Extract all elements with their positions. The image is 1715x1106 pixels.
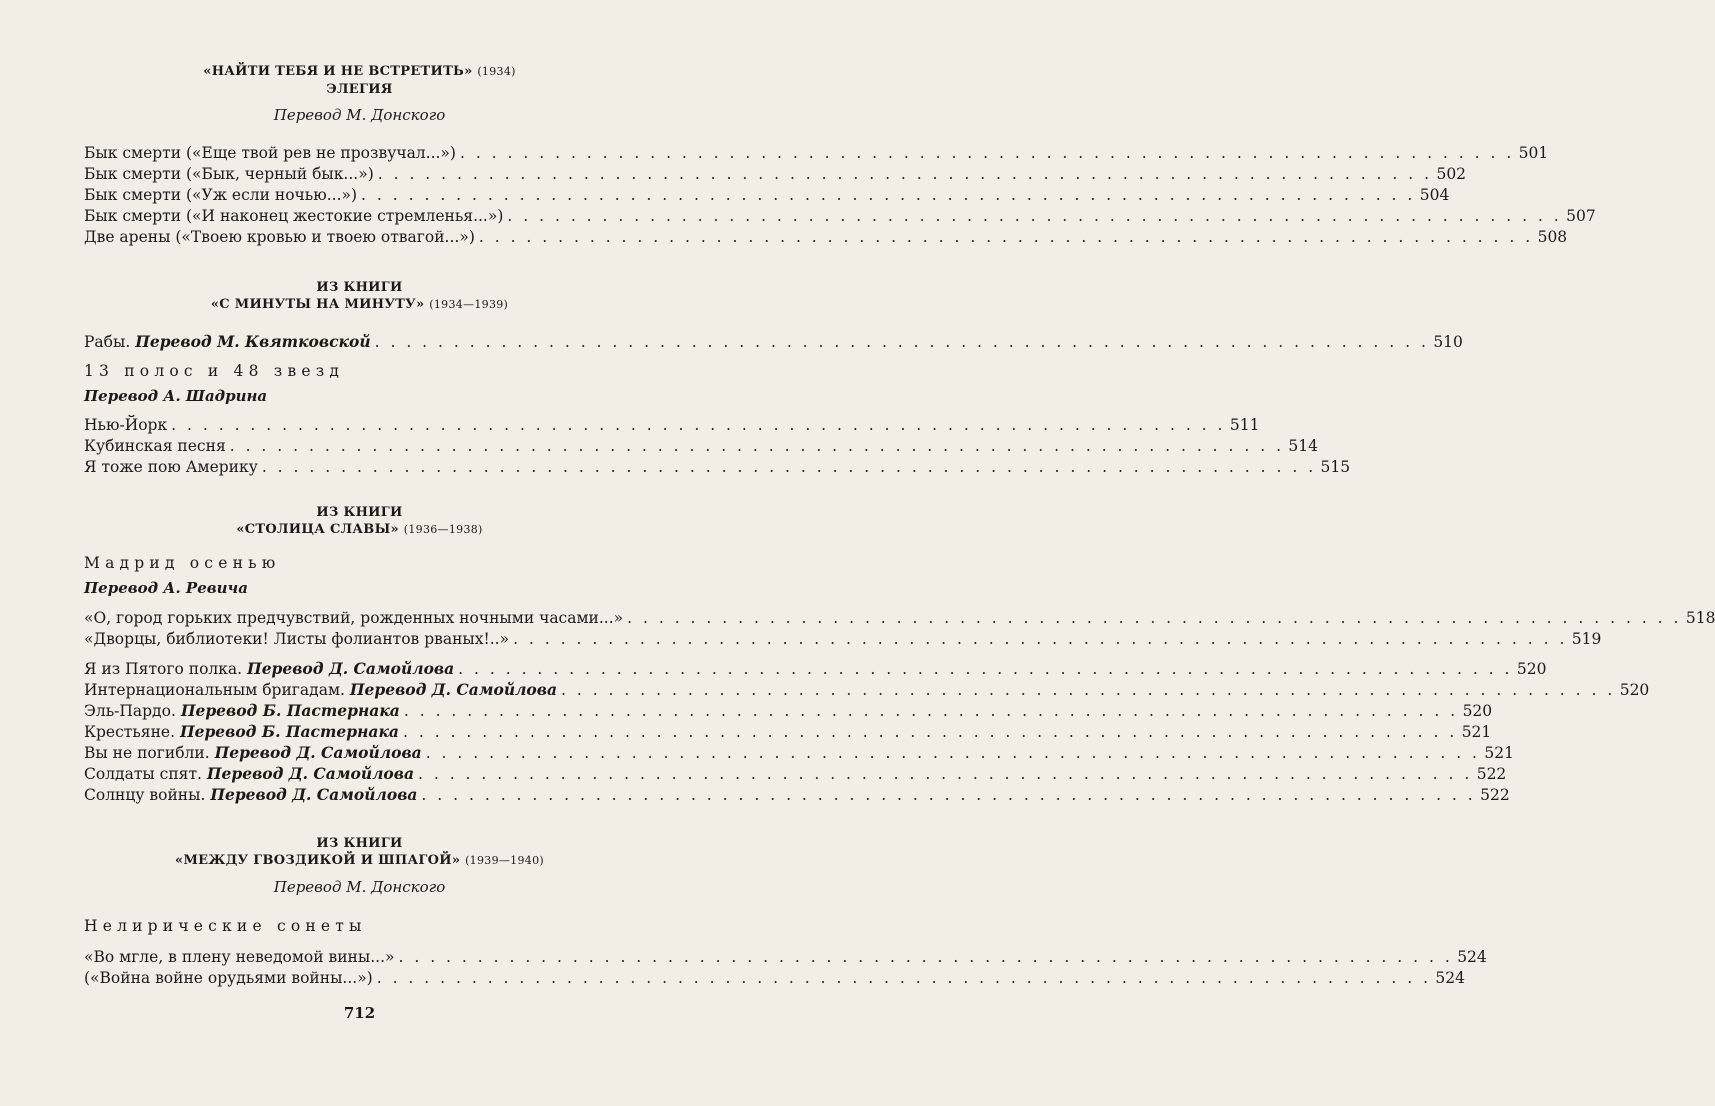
toc-entry: [84, 205, 1596, 227]
entry-title: Солнцу войны.: [84, 786, 206, 804]
toc-entry: [84, 946, 1487, 968]
section-1-translator: Перевод М. Донского: [273, 106, 446, 124]
section-years: (1936—1938): [403, 523, 483, 536]
entry-translator: Перевод Д. Самойлова: [214, 743, 422, 762]
leader-dots: [378, 163, 1432, 185]
leader-dots: [458, 658, 1512, 680]
entry-page: 507: [1566, 207, 1596, 225]
leader-dots: [361, 184, 1415, 206]
entry-page: 522: [1480, 786, 1510, 804]
leader-dots: [262, 456, 1316, 478]
toc-entry: [84, 721, 1492, 743]
leader-dots: [426, 742, 1480, 764]
entry-page: 519: [1571, 630, 1602, 648]
entry-title: Вы не погибли.: [84, 744, 210, 762]
cycle-title: Мадрид осенью: [84, 554, 281, 572]
entry-translator: Перевод Д. Самойлова: [349, 680, 557, 699]
entry-title: Две арены («Твоею кровью и твоею отвагой...»): [84, 228, 475, 246]
entry-title: Бык смерти («Бык, черный бык...»): [84, 165, 374, 183]
toc-entry: [84, 142, 1549, 164]
page-number: 712: [343, 1004, 376, 1022]
leader-dots: [507, 205, 1561, 227]
entry-translator: Перевод Д. Самойлова: [206, 764, 414, 783]
entry-title: «О, город горьких предчувствий, рожденных ночными часами...»: [84, 609, 624, 627]
toc-entry: [84, 784, 1510, 806]
entry-title: «Дворцы, библиотеки! Листы фолиантов рваных!..»: [84, 630, 510, 648]
toc-entry: [84, 331, 1463, 353]
entry-translator: Перевод Д. Самойлова: [210, 785, 418, 804]
leader-dots: [479, 226, 1533, 248]
section-title-text: «МЕЖДУ ГВОЗДИКОЙ И ШПАГОЙ»: [175, 853, 461, 868]
entry-page: 521: [1461, 723, 1492, 741]
entry-translator: Перевод Б. Пастернака: [179, 722, 399, 741]
leader-dots: [513, 628, 1567, 650]
section-years: (1939—1940): [465, 854, 544, 867]
entry-page: 502: [1436, 165, 1467, 183]
leader-dots: [421, 784, 1475, 806]
cycle-title: Нелирические сонеты: [84, 917, 367, 935]
section-3-heading: ИЗ КНИГИ: [316, 505, 403, 520]
entry-title: Нью-Йорк: [84, 416, 168, 434]
toc-entry: [84, 414, 1260, 436]
toc-entry: [84, 163, 1467, 185]
section-title-text: «С МИНУТЫ НА МИНУТУ»: [210, 297, 425, 312]
leader-dots: [460, 142, 1514, 164]
entry-title: Рабы.: [84, 333, 131, 351]
section-title-text: «НАЙТИ ТЕБЯ И НЕ ВСТРЕТИТЬ»: [203, 64, 473, 79]
entry-title: Солдаты спят.: [84, 765, 202, 783]
entry-page: 508: [1537, 228, 1568, 246]
entry-title: Эль-Пардо.: [84, 702, 176, 720]
entry-title: Кубинская песня: [84, 437, 226, 455]
toc-entry: [84, 679, 1650, 701]
entry-page: 520: [1619, 681, 1650, 699]
entry-title: Бык смерти («Уж если ночью...»): [84, 186, 358, 204]
entry-page: 524: [1435, 969, 1466, 987]
toc-entry: [84, 742, 1514, 764]
entry-page: 520: [1462, 702, 1493, 720]
entry-title: «Во мгле, в плену неведомой вины...»: [84, 948, 395, 966]
leader-dots: [418, 763, 1472, 785]
section-title-text: «СТОЛИЦА СЛАВЫ»: [236, 522, 399, 537]
section-1-title: [0, 64, 719, 80]
entry-page: 515: [1320, 458, 1351, 476]
entry-page: 524: [1457, 948, 1487, 966]
leader-dots: [377, 967, 1431, 989]
toc-entry: [84, 607, 1715, 629]
toc-entry: [84, 184, 1450, 206]
entry-title: Интернациональным бригадам.: [84, 681, 345, 699]
section-years: (1934—1939): [429, 298, 509, 311]
entry-page: 511: [1229, 416, 1260, 434]
entry-title: Бык смерти («И наконец жестокие стремленья...»): [84, 207, 504, 225]
toc-entry: [84, 435, 1319, 457]
entry-page: 522: [1476, 765, 1507, 783]
section-2-heading: ИЗ КНИГИ: [316, 280, 403, 295]
leader-dots: [171, 414, 1225, 436]
toc-entry: [84, 628, 1602, 650]
entry-title: («Война войне орудьями войны...»): [84, 969, 373, 987]
entry-translator: Перевод Д. Самойлова: [247, 659, 455, 678]
entry-page: 501: [1518, 144, 1549, 162]
leader-dots: [404, 700, 1458, 722]
cycle-translator: Перевод А. Шадрина: [84, 387, 268, 405]
section-4-heading: ИЗ КНИГИ: [316, 836, 403, 851]
entry-page: 518: [1685, 609, 1715, 627]
entry-page: 504: [1419, 186, 1450, 204]
section-4-title: [0, 853, 719, 869]
leader-dots: [230, 435, 1284, 457]
entry-page: 521: [1484, 744, 1514, 762]
entry-title: Я из Пятого полка.: [84, 660, 243, 678]
entry-page: 514: [1288, 437, 1319, 455]
toc-entry: [84, 226, 1568, 248]
section-3-title: [0, 522, 719, 538]
entry-translator: Перевод Б. Пастернака: [180, 701, 400, 720]
leader-dots: [398, 946, 1452, 968]
leader-dots: [375, 331, 1429, 353]
entry-page: 520: [1516, 660, 1547, 678]
leader-dots: [403, 721, 1457, 743]
toc-entry: [84, 700, 1493, 722]
entry-title: Крестьяне.: [84, 723, 175, 741]
section-1-subtitle: ЭЛЕГИЯ: [326, 82, 393, 97]
toc-entry: [84, 967, 1466, 989]
cycle-translator: Перевод А. Ревича: [84, 579, 248, 597]
entry-translator: Перевод М. Квятковской: [135, 332, 371, 351]
entry-title: Я тоже пою Америку: [84, 458, 258, 476]
section-4-translator: Перевод М. Донского: [273, 878, 446, 896]
entry-title: Бык смерти («Еще твой рев не прозвучал...»): [84, 144, 456, 162]
section-years: (1934): [477, 65, 516, 78]
cycle-title: 13 полос и 48 звезд: [84, 362, 345, 380]
leader-dots: [627, 607, 1681, 629]
section-2-title: [0, 297, 719, 313]
entry-page: 510: [1433, 333, 1463, 351]
toc-entry: [84, 658, 1547, 680]
toc-entry: [84, 456, 1351, 478]
toc-entry: [84, 763, 1507, 785]
leader-dots: [561, 679, 1615, 701]
